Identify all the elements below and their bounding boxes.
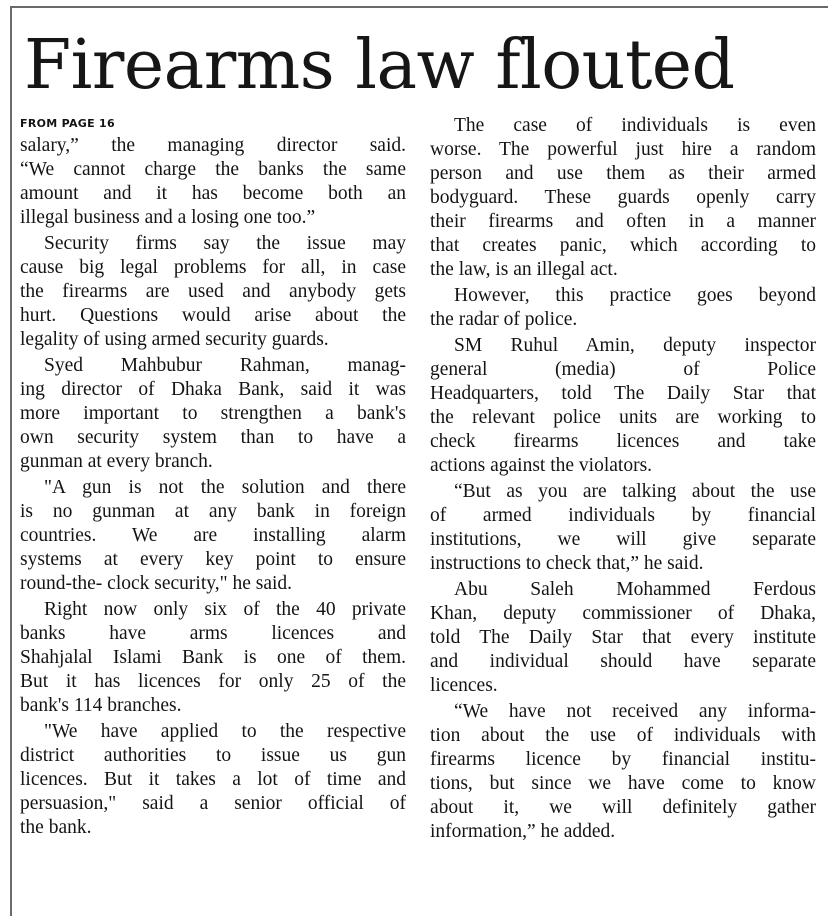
text-line: firearms licence by financial institu-	[430, 749, 816, 770]
paragraph	[20, 232, 406, 352]
text-line: district authorities to issue us gun	[20, 745, 406, 766]
text-line: and individual should have separate	[430, 651, 816, 672]
text-line: worse. The powerful just hire a random	[430, 139, 816, 160]
text-line: actions against the violators.	[430, 455, 653, 476]
text-line: more important to strengthen a bank's	[20, 403, 406, 424]
text-line: institutions, we will give separate	[430, 529, 816, 550]
paragraph	[430, 578, 816, 698]
text-line: Syed Mahbubur Rahman, manag-	[44, 355, 406, 376]
text-line: ing director of Dhaka Bank, said it was	[20, 379, 406, 400]
text-line: cause big legal problems for all, in case	[20, 257, 406, 278]
text-line: information,” he added.	[430, 821, 616, 842]
text-line: instructions to check that,” he said.	[430, 553, 704, 574]
text-line: "A gun is not the solution and there	[44, 477, 406, 498]
text-line: Abu Saleh Mohammed Ferdous	[454, 579, 816, 600]
text-line: Shahjalal Islami Bank is one of them.	[20, 647, 406, 668]
paragraph	[430, 334, 816, 478]
text-line: Khan, deputy commissioner of Dhaka,	[430, 603, 816, 624]
text-line: licences. But it takes a lot of time and	[20, 769, 406, 790]
top-rule	[10, 6, 828, 8]
left-rule	[10, 6, 12, 916]
text-line: licences.	[430, 675, 498, 696]
text-line: is no gunman at any bank in foreign	[20, 501, 406, 522]
text-line: countries. We are installing alarm	[20, 525, 406, 546]
paragraph	[430, 114, 816, 282]
article-column-right	[430, 114, 816, 846]
text-line: tions, but since we have come to know	[430, 773, 816, 794]
text-line: their firearms and often in a manner	[430, 211, 816, 232]
text-line: However, this practice goes beyond	[454, 285, 816, 306]
paragraph	[20, 598, 406, 718]
text-line: illegal business and a losing one too.”	[20, 207, 316, 228]
text-line: “We cannot charge the banks the same	[20, 159, 406, 180]
text-line: gunman at every branch.	[20, 451, 213, 472]
text-line: legality of using armed security guards.	[20, 329, 329, 350]
text-line: systems at every key point to ensure	[20, 549, 406, 570]
text-line: The case of individuals is even	[454, 115, 816, 136]
text-line: salary,” the managing director said.	[20, 135, 406, 156]
text-line: Right now only six of the 40 private	[44, 599, 406, 620]
text-line: hurt. Questions would arise about the	[20, 305, 406, 326]
text-line: person and use them as their armed	[430, 163, 816, 184]
text-line: SM Ruhul Amin, deputy inspector	[454, 335, 816, 356]
right-column-body	[430, 114, 816, 844]
text-line: Security firms say the issue may	[44, 233, 406, 254]
text-line: of armed individuals by financial	[430, 505, 816, 526]
paragraph	[20, 354, 406, 474]
left-column-body	[20, 134, 406, 840]
text-line: tion about the use of individuals with	[430, 725, 816, 746]
text-line: "We have applied to the respective	[44, 721, 406, 742]
text-line: “But as you are talking about the use	[454, 481, 816, 502]
text-line: persuasion," said a senior official of	[20, 793, 406, 814]
text-line: the law, is an illegal act.	[430, 259, 618, 280]
paragraph	[20, 476, 406, 596]
text-line: amount and it has become both an	[20, 183, 406, 204]
text-line: check firearms licences and take	[430, 431, 816, 452]
text-line: about it, we will definitely gather	[430, 797, 816, 818]
paragraph	[20, 134, 406, 230]
text-line: the bank.	[20, 817, 92, 838]
paragraph	[430, 284, 816, 332]
article-column-left	[20, 114, 406, 842]
text-line: told The Daily Star that every institute	[430, 627, 816, 648]
text-line: that creates panic, which according to	[430, 235, 816, 256]
continuation-kicker: FROM PAGE 16	[20, 117, 115, 130]
paragraph	[430, 480, 816, 576]
text-line: But it has licences for only 25 of the	[20, 671, 406, 692]
text-line: the relevant police units are working to	[430, 407, 816, 428]
text-line: round-the- clock security," he said.	[20, 573, 293, 594]
text-line: Headquarters, told The Daily Star that	[430, 383, 816, 404]
text-line: own security system than to have a	[20, 427, 406, 448]
text-line: the firearms are used and anybody gets	[20, 281, 406, 302]
text-line: “We have not received any informa-	[454, 701, 816, 722]
text-line: general (media) of Police	[430, 359, 816, 380]
text-line: banks have arms licences and	[20, 623, 406, 644]
text-line: the radar of police.	[430, 309, 578, 330]
paragraph	[430, 700, 816, 844]
paragraph	[20, 720, 406, 840]
headline: Firearms law flouted	[24, 26, 735, 105]
text-line: bank's 114 branches.	[20, 695, 182, 716]
text-line: bodyguard. These guards openly carry	[430, 187, 816, 208]
